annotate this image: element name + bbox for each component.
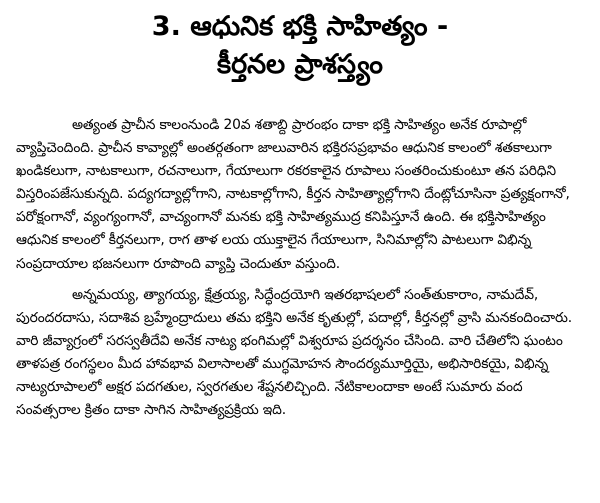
chapter-title-line2: కీర్తనల ప్రాశస్త్యం — [217, 49, 383, 80]
chapter-heading — [0, 8, 600, 84]
chapter-title-line1: 3. ఆధునిక భక్తి సాహిత్యం - — [151, 11, 449, 42]
paragraph-1: అత్యంత ప్రాచీన కాలంనుండి 20వ శతాబ్ది ప్రారంభం దాకా భక్తి సాహిత్యం అనేక రూపాల్లో వ్యాప్తిచెందింది. ప్రాచీన కావ్యాల్లో అంతర్గతంగా జాలువారిన భక్తిరసప్రభావం ఆధునిక కాలంలో శతకాలుగా ఖండికలుగా, నాటకాలుగా, రచనాలుగా, గేయాలుగా రకరకాలైన రూపాలు సంతరించుకుంటూ తన పరిధిని విస్తరింపజేసుకున్నది. పద్యగద్యాల్లోగాని, నాటకాల్లోగాని, కీర్తన సాహిత్యాల్లోగాని దేంట్లోచూసినా ప్రత్యక్షంగానో, పరోక్షంగానో, వ్యంగ్యంగానో, వాచ్యంగానో మనకు భక్తి సాహిత్యముద్ర కనిపిస్తూనే ఉంది. ఈ భక్తిసాహిత్యం ఆధునిక కాలంలో కీర్తనలుగా, రాగ తాళ లయ యుక్తాలైన గేయాలుగా, సినిమాల్లోని పాటలుగా విభిన్న సంప్రదాయాల భజనలుగా రూపొంది వ్యాప్తి చెందుతూ వస్తుంది. — [16, 117, 570, 272]
paragraph-2: అన్నమయ్య, త్యాగయ్య, క్షేత్రయ్య, సిద్ధేంద్రయోగి ఇతరభాషలలో సంత్‌తుకారాం, నామదేవ్, పురందరదాసు, సదాశివ బ్రహ్మేంద్రాదులు తమ భక్తిని అనేక కృతుల్లో, పదాల్లో, కీర్తనల్లో వ్రాసి మనకందించారు. వారి జీవ్యాగ్రంలో సరస్వతీదేవి అనేక నాట్య భంగిమల్లో విశ్వరూప ప్రదర్శనం చేసింది. వారి చేతిలోని ఘంటం తాళపత్ర రంగస్థలం మీద హావభావ విలాసాలతో ముగ్ధమోహన సౌందర్యమూర్తియై, అభిసారికయై, విభిన్న నాట్యరూపాలలో అక్షర పదగతుల, స్వరగతుల శేష్టనలిచ్చింది. నేటికాలందాకా అంటే సుమారు వంద సంవత్సరాల క్రితం దాకా సాగిన సాహిత్యప్రక్రియ ఇది. — [16, 286, 572, 419]
body-text — [16, 114, 586, 422]
